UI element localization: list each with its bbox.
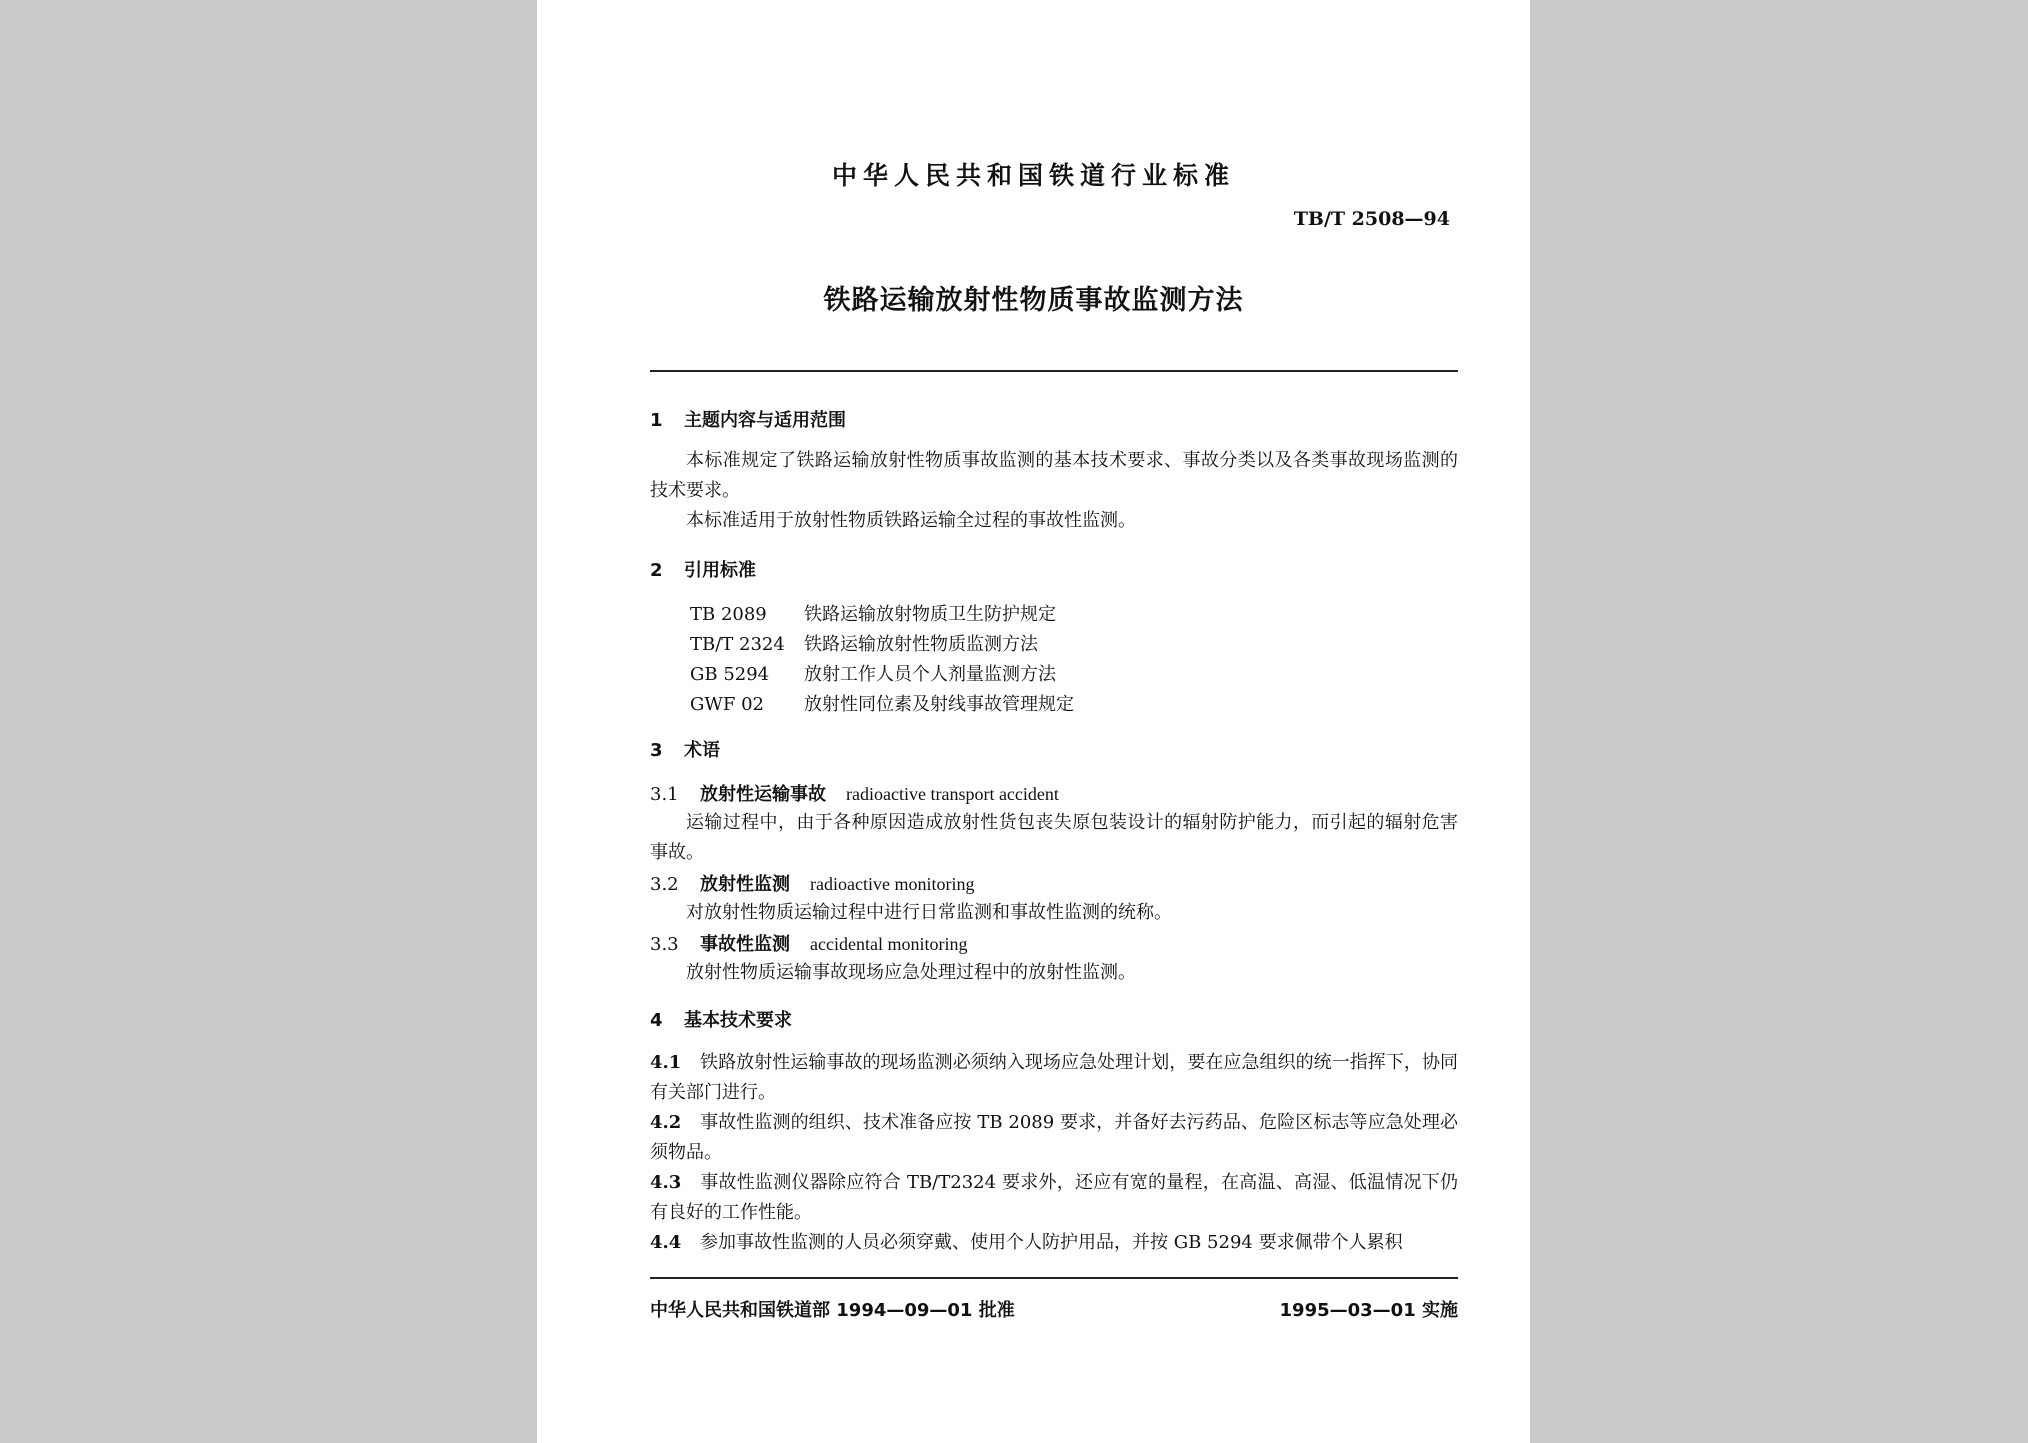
section-number: 1 [650, 410, 663, 431]
clause-number: 3.2 [650, 874, 679, 895]
term-3-3-definition: 放射性物质运输事故现场应急处理过程中的放射性监测。 [686, 962, 1136, 983]
clause-4-4 [650, 1228, 1458, 1258]
national-standard-title: 中华人民共和国铁道行业标准 [831, 161, 1235, 190]
term-cn: 事故性监测 [700, 934, 790, 955]
term-3-3-heading [650, 930, 967, 956]
clause-text: 铁路放射性运输事故的现场监测必须纳入现场应急处理计划，要在应急组织的统一指挥下，协同有关部门进行。 [650, 1052, 1458, 1103]
section-number: 2 [650, 560, 663, 581]
reference-row [690, 600, 1056, 626]
top-divider [650, 370, 1458, 372]
section-2-heading [650, 556, 756, 582]
term-3-1-heading [650, 780, 1059, 806]
reference-code: TB/T 2324 [690, 634, 785, 655]
term-3-2-heading [650, 870, 974, 896]
standard-code: TB/T 2508—94 [1293, 208, 1450, 230]
clause-number: 4.3 [650, 1172, 682, 1193]
bottom-divider [650, 1277, 1458, 1279]
reference-code: GB 5294 [690, 664, 770, 685]
section-title: 术语 [684, 740, 720, 761]
clause-number: 3.3 [650, 934, 679, 955]
term-en: radioactive monitoring [810, 874, 975, 894]
clause-4-3 [650, 1168, 1458, 1228]
document-page [537, 0, 1530, 1443]
clause-text: 参加事故性监测的人员必须穿戴、使用个人防护用品，并按 GB 5294 要求佩带个人累积 [700, 1232, 1403, 1253]
reference-name: 放射工作人员个人剂量监测方法 [804, 664, 1056, 685]
reference-code: TB 2089 [690, 604, 767, 625]
section-title: 主题内容与适用范围 [684, 410, 846, 431]
clause-number: 4.4 [650, 1232, 682, 1253]
reference-name: 铁路运输放射性物质监测方法 [804, 634, 1038, 655]
section-1-heading [650, 406, 846, 432]
reference-name: 铁路运输放射物质卫生防护规定 [804, 604, 1056, 625]
section-1-paragraph-2: 本标准适用于放射性物质铁路运输全过程的事故性监测。 [686, 510, 1136, 531]
document-title: 铁路运输放射性物质事故监测方法 [823, 285, 1244, 316]
section-4-heading [650, 1006, 792, 1032]
reference-row [690, 660, 1056, 686]
section-title: 引用标准 [684, 560, 756, 581]
clause-4-1 [650, 1048, 1458, 1108]
section-3-heading [650, 736, 720, 762]
reference-row [690, 630, 1038, 656]
term-en: radioactive transport accident [846, 784, 1059, 804]
clause-number: 4.2 [650, 1112, 682, 1133]
clause-4-2 [650, 1108, 1458, 1168]
term-3-1-definition: 运输过程中，由于各种原因造成放射性货包丧失原包装设计的辐射防护能力，而引起的辐射危害事故。 [650, 812, 1458, 863]
section-number: 3 [650, 740, 663, 761]
clause-text: 事故性监测仪器除应符合 TB/T2324 要求外，还应有宽的量程，在高温、高湿、低温情况下仍有良好的工作性能。 [650, 1172, 1458, 1223]
section-title: 基本技术要求 [684, 1010, 792, 1031]
clause-number: 4.1 [650, 1052, 682, 1073]
clause-number: 3.1 [650, 784, 679, 805]
clause-text: 事故性监测的组织、技术准备应按 TB 2089 要求，并备好去污药品、危险区标志等应急处理必须物品。 [650, 1112, 1458, 1163]
reference-code: GWF 02 [690, 694, 764, 715]
section-1-paragraph-1: 本标准规定了铁路运输放射性物质事故监测的基本技术要求、事故分类以及各类事故现场监测的技术要求。 [650, 450, 1458, 501]
reference-name: 放射性同位素及射线事故管理规定 [804, 694, 1074, 715]
term-cn: 放射性运输事故 [700, 784, 826, 805]
approval-line: 中华人民共和国铁道部 1994—09—01 批准 [650, 1300, 1015, 1321]
term-cn: 放射性监测 [700, 874, 790, 895]
term-en: accidental monitoring [810, 934, 968, 954]
term-3-2-definition: 对放射性物质运输过程中进行日常监测和事故性监测的统称。 [686, 902, 1172, 923]
section-number: 4 [650, 1010, 663, 1031]
reference-row [690, 690, 1074, 716]
effective-date: 1995—03—01 实施 [1279, 1300, 1458, 1321]
